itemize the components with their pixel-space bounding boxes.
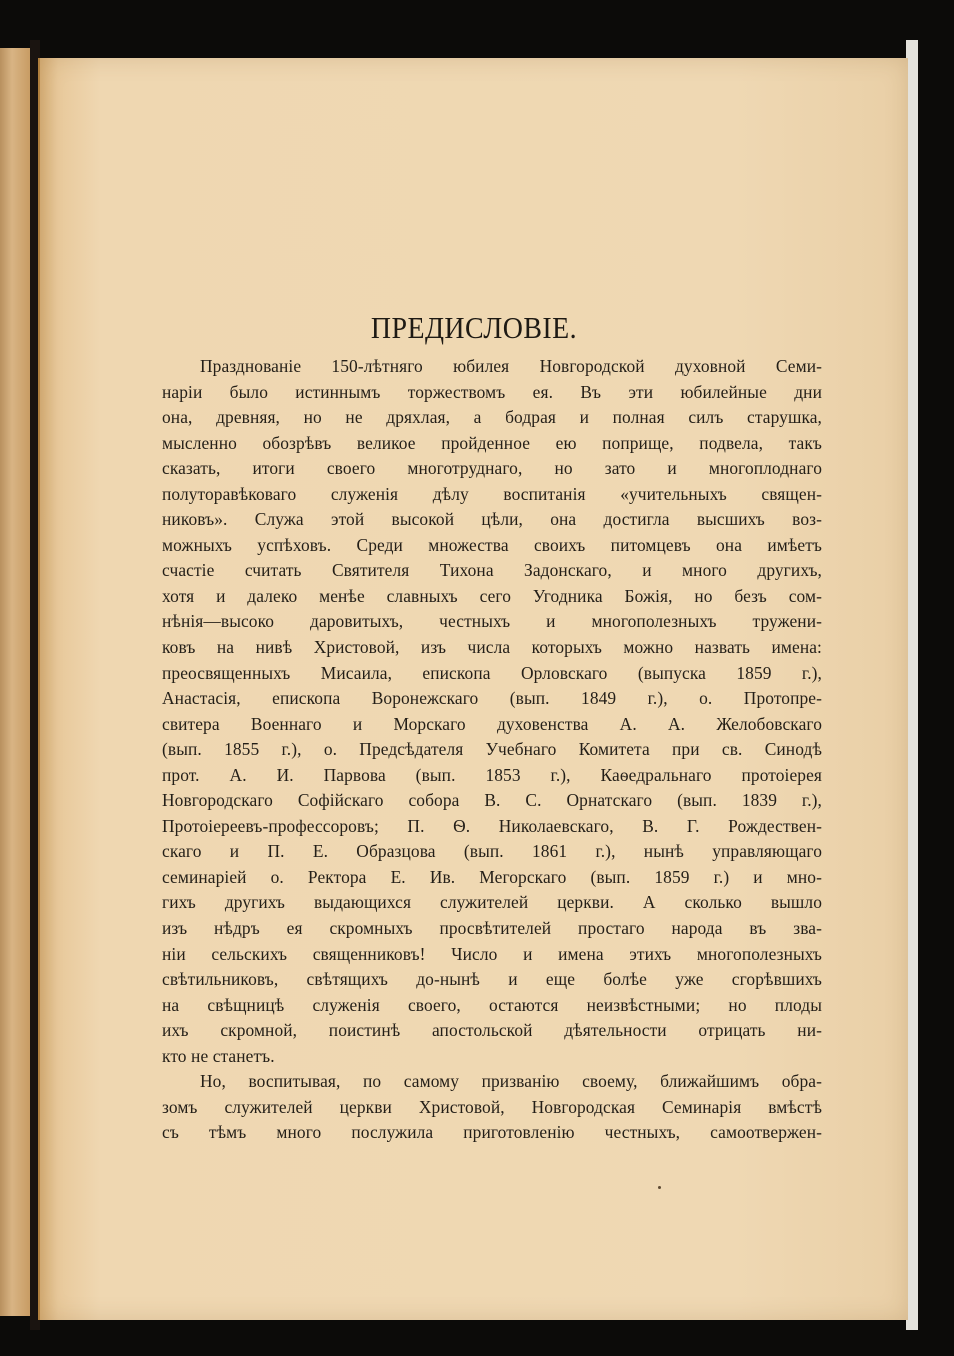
text-line: гихъ другихъ выдающихся служителей церкви. А сколько вышло bbox=[162, 892, 822, 913]
text-line: Празднованіе 150-лѣтняго юбилея Новгородской духовной Семи- bbox=[200, 356, 822, 376]
text-line: наріи было истиннымъ торжествомъ ея. Въ эти юбилейные дни bbox=[162, 381, 822, 402]
left-page-edge bbox=[0, 48, 32, 1316]
text-line: хотя и далеко менѣе славныхъ сего Угодника Божія, но безъ сом- bbox=[162, 585, 822, 606]
text-line: сказать, итоги своего многотруднаго, но зато и многоплоднаго bbox=[162, 458, 822, 479]
text-line: она, древняя, но не дряхлая, а бодрая и полная силъ старушка, bbox=[162, 407, 822, 428]
text-line: съ тѣмъ много послужила приготовленію честныхъ, самоотвержен- bbox=[162, 1122, 822, 1143]
text-line: Анастасія, епископа Воронежскаго (вып. 1849 г.), о. Протопре- bbox=[162, 688, 822, 709]
text-line: свѣтильниковъ, свѣтящихъ до-нынѣ и еще болѣе уже сгорѣвшихъ bbox=[162, 969, 822, 990]
text-line: полуторавѣковаго служенія дѣлу воспитанія «учительныхъ священ- bbox=[162, 483, 822, 504]
text-line: скаго и П. Е. Образцова (вып. 1861 г.), нынѣ управляющаго bbox=[162, 841, 822, 862]
text-line: Протоіереевъ-профессоровъ; П. Ѳ. Николаевскаго, В. Г. Рождествен- bbox=[162, 815, 822, 836]
page-heading: ПРЕДИСЛОВІЕ. bbox=[370, 310, 578, 345]
text-line: можныхъ успѣховъ. Среди множества своихъ питомцевъ она имѣетъ bbox=[162, 534, 822, 555]
book-page bbox=[38, 58, 908, 1320]
text-line: Но, воспитывая, по самому призванію своему, ближайшимъ обра- bbox=[200, 1071, 822, 1092]
text-line: кто не станетъ. bbox=[162, 1045, 275, 1066]
text-line: мысленно обозрѣвъ великое пройденное ею поприще, подвела, такъ bbox=[162, 432, 822, 453]
text-line: никовъ». Служа этой высокой цѣли, она достигла высшихъ воз- bbox=[162, 509, 822, 530]
text-line: счастіе считать Святителя Тихона Задонскаго, и много другихъ, bbox=[162, 560, 822, 581]
text-line: (вып. 1855 г.), о. Предсѣдателя Учебнаго Комитета при св. Синодѣ bbox=[162, 739, 822, 760]
text-line: Новгородскаго Софійскаго собора В. С. Орнатскаго (вып. 1839 г.), bbox=[162, 790, 822, 811]
text-line: ковъ на нивѣ Христовой, изъ числа которыхъ можно назвать имена: bbox=[162, 637, 822, 658]
ink-speck bbox=[658, 1186, 661, 1189]
text-line: нѣнія—высоко даровитыхъ, честныхъ и многополезныхъ тружени- bbox=[162, 611, 822, 632]
text-line: на свѣщницѣ служенія своего, остаются неизвѣстными; но плоды bbox=[162, 994, 822, 1015]
text-line: прот. А. И. Парвова (вып. 1853 г.), Каѳедральнаго протоіерея bbox=[162, 764, 822, 785]
text-line: свитера Военнаго и Морскаго духовенства А. А. Желобовскаго bbox=[162, 713, 822, 734]
text-line: ніи сельскихъ священниковъ! Число и имена этихъ многополезныхъ bbox=[162, 943, 822, 964]
text-line: ихъ скромной, поистинѣ апостольской дѣятельности отрицать ни- bbox=[162, 1020, 822, 1041]
text-line: изъ нѣдръ ея скромныхъ просвѣтителей простаго народа въ зва- bbox=[162, 918, 822, 939]
text-line: зомъ служителей церкви Христовой, Новгородская Семинарія вмѣстѣ bbox=[162, 1096, 822, 1117]
text-line: семинаріей о. Ректора Е. Ив. Мегорскаго (вып. 1859 г.) и мно- bbox=[162, 866, 822, 887]
preface-text bbox=[162, 354, 822, 1146]
text-line: преосвященныхъ Мисаила, епископа Орловскаго (выпуска 1859 г.), bbox=[162, 662, 822, 683]
